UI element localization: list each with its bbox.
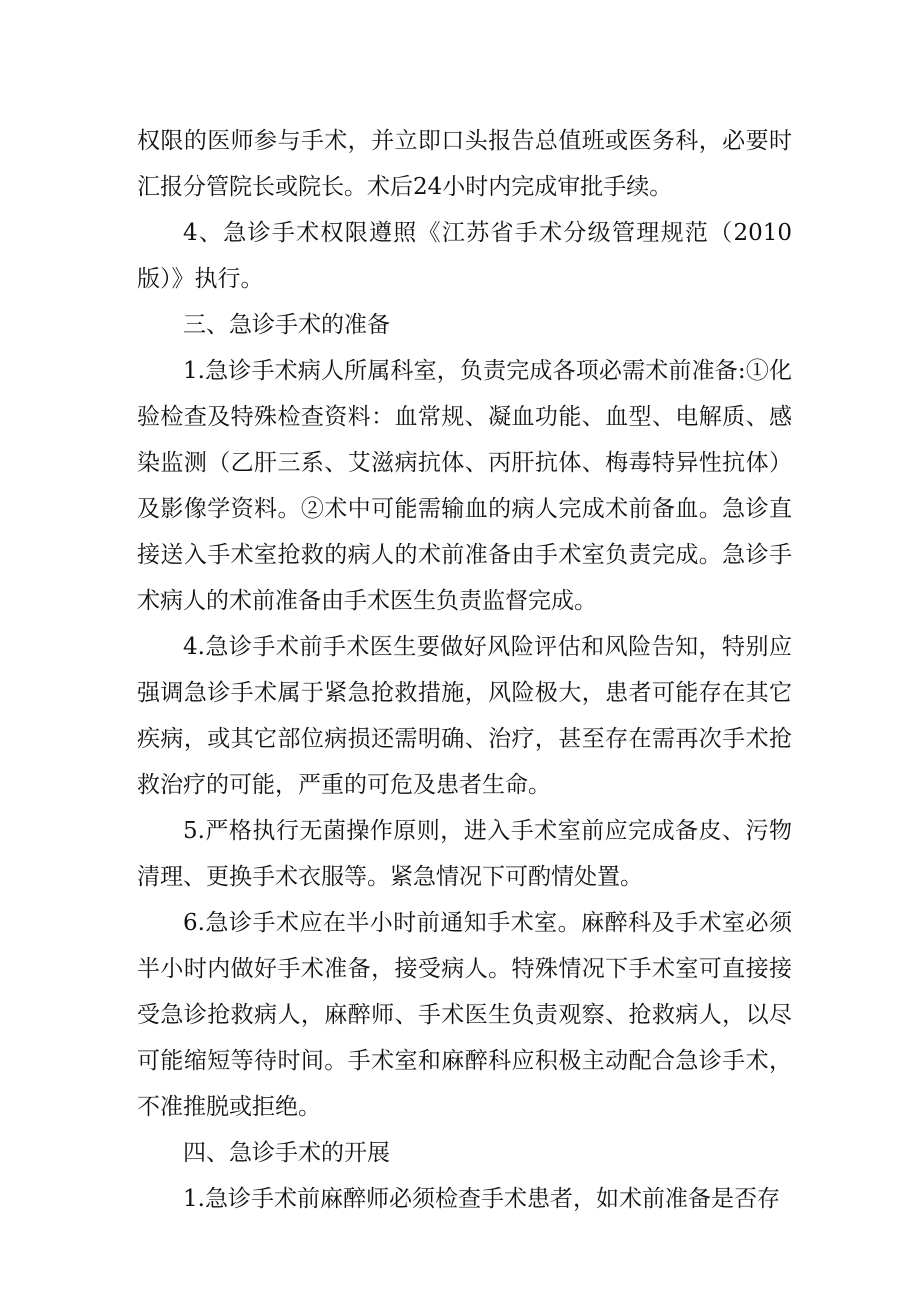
paragraph-item-6-notification: 6.急诊手术应在半小时前通知手术室。麻醉科及手术室必须半小时内做好手术准备，接受病人。特殊情况下手术室可直接接受急诊抢救病人，麻醉师、手术医生负责观察、抢救病人，以尽可能缩短等待时间。手术室和麻醉科应积极主动配合急诊手术，不准推脱或拒绝。: [137, 910, 792, 1120]
paragraph-item-4-risk: 4.急诊手术前手术医生要做好风险评估和风险告知，特别应强调急诊手术属于紧急抢救措施，风险极大，患者可能存在其它疾病，或其它部位病损还需明确、治疗，甚至存在需再次手术抢救治疗的可能，严重的可危及患者生命。: [137, 634, 792, 798]
paragraph-item-1-conduct: 1.急诊手术前麻醉师必须检查手术患者，如术前准备是否存: [183, 1186, 780, 1212]
paragraph-continuation: 权限的医师参与手术，并立即口头报告总值班或医务科，必要时汇报分管院长或院长。术后24小时内完成审批手续。: [137, 128, 792, 200]
paragraph-item-5-aseptic: 5.严格执行无菌操作原则，进入手术室前应完成备皮、污物清理、更换手术衣服等。紧急情况下可酌情处置。: [137, 818, 792, 890]
section-heading-preparation: 三、急诊手术的准备: [183, 312, 390, 338]
document-body: [137, 118, 792, 1222]
paragraph-item-4-authority: 4、急诊手术权限遵照《江苏省手术分级管理规范（2010版）》执行。: [137, 220, 792, 292]
section-heading-conduct: 四、急诊手术的开展: [183, 1140, 390, 1166]
paragraph-item-1-preparation: 1.急诊手术病人所属科室，负责完成各项必需术前准备:①化验检查及特殊检查资料：血常规、凝血功能、血型、电解质、感染监测（乙肝三系、艾滋病抗体、丙肝抗体、梅毒特异性抗体）及影像学资料。②术中可能需输血的病人完成术前备血。急诊直接送入手术室抢救的病人的术前准备由手术室负责完成。急诊手术病人的术前准备由手术医生负责监督完成。: [137, 358, 792, 614]
